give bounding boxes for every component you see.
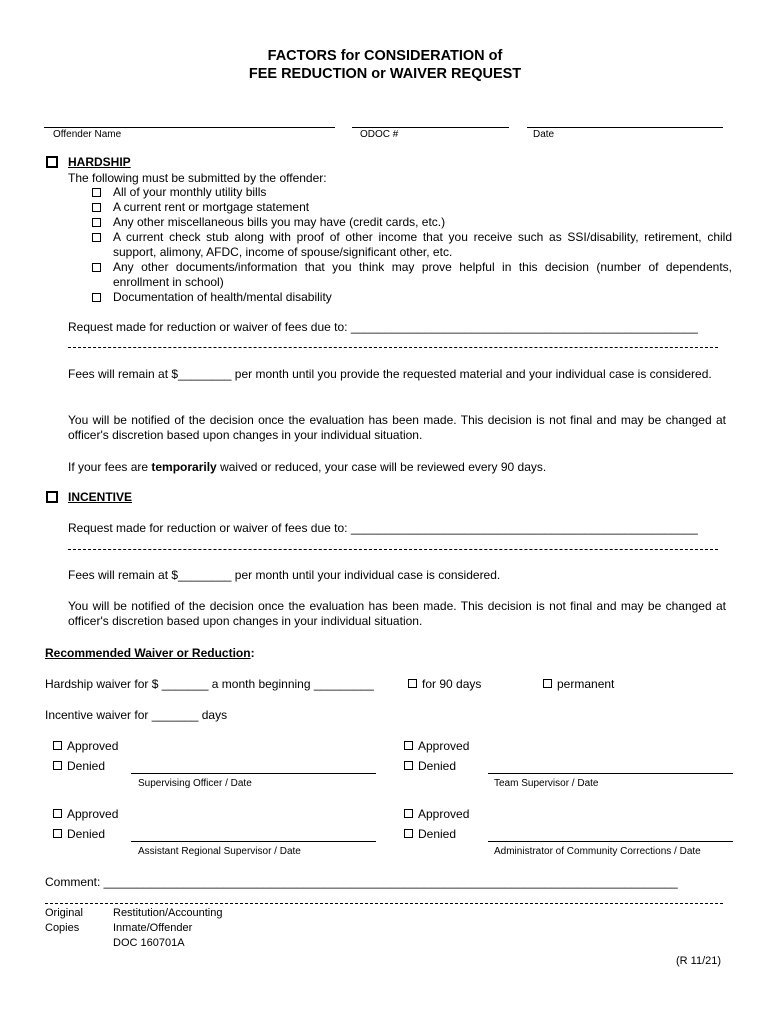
checkbox[interactable]	[53, 761, 62, 770]
administrator-signature-line[interactable]	[488, 841, 733, 842]
approved-option[interactable]: Approved	[53, 739, 118, 753]
incentive-request-line[interactable]: Request made for reduction or waiver of fees due to: ____________________________________________________	[68, 521, 698, 535]
copies-label: Copies	[45, 922, 80, 934]
revision-label: (R 11/21)	[676, 955, 722, 967]
checkbox[interactable]	[92, 293, 101, 302]
checkbox[interactable]	[92, 218, 101, 227]
for-90-days-option[interactable]: for 90 days	[408, 677, 481, 691]
checkbox[interactable]	[92, 233, 101, 242]
approved-option[interactable]: Approved	[404, 739, 469, 753]
odoc-line[interactable]	[352, 127, 509, 128]
hardship-waiver-line[interactable]: Hardship waiver for $ _______ a month beginning _________	[45, 677, 374, 691]
incentive-checkbox[interactable]	[46, 491, 58, 503]
denied-option[interactable]: Denied	[404, 827, 456, 841]
page-subtitle: FEE REDUCTION or WAIVER REQUEST	[248, 66, 522, 82]
incentive-waiver-line[interactable]: Incentive waiver for _______ days	[45, 708, 228, 722]
checkbox[interactable]	[404, 809, 413, 818]
offender-name-line[interactable]	[44, 127, 335, 128]
hardship-checkbox[interactable]	[46, 156, 58, 168]
page-title: FACTORS for CONSIDERATION of	[267, 48, 503, 64]
hardship-notified: You will be notified of the decision once the evaluation has been made. This decision is not final and may be changed at officer's discretion based upon changes in your individual situation.	[68, 413, 726, 442]
supervising-officer-signature-line[interactable]	[131, 773, 376, 774]
incentive-notified: You will be notified of the decision once the evaluation has been made. This decision is not final and may be changed at officer's discretion based upon changes in your individual situation.	[68, 599, 726, 628]
hardship-intro: The following must be submitted by the offender:	[68, 171, 327, 185]
denied-option[interactable]: Denied	[404, 759, 456, 773]
incentive-heading: INCENTIVE	[68, 490, 133, 504]
denied-option[interactable]: Denied	[53, 827, 105, 841]
team-supervisor-signature-line[interactable]	[488, 773, 733, 774]
odoc-label: ODOC #	[360, 129, 399, 140]
checkbox[interactable]	[53, 741, 62, 750]
administrator-label: Administrator of Community Corrections / Date	[494, 846, 701, 857]
item-text: Any other miscellaneous bills you may have (credit cards, etc.)	[113, 215, 446, 229]
original-value: Restitution/Accounting	[113, 907, 223, 919]
hardship-heading: HARDSHIP	[68, 155, 131, 169]
hardship-request-line-2[interactable]	[68, 347, 718, 348]
checkbox[interactable]	[92, 263, 101, 272]
comment-line-2[interactable]	[45, 903, 723, 904]
hardship-fees-remain: Fees will remain at $________ per month until you provide the requested material and your individual case is considered.	[68, 367, 712, 381]
item-text: Any other documents/information that you think may prove helpful in this decision (number of dependents, enrollment in school)	[113, 260, 732, 289]
comment-line[interactable]: Comment: ______________________________________________________________________________________	[45, 875, 678, 889]
item-text: A current check stub along with proof of other income that you receive such as SSI/disability, retirement, child support, alimony, AFDC, income of spouse/significant other, etc.	[113, 230, 732, 259]
item-text: All of your monthly utility bills	[113, 185, 267, 199]
checkbox[interactable]	[92, 203, 101, 212]
permanent-option[interactable]: permanent	[543, 677, 614, 691]
approved-option[interactable]: Approved	[53, 807, 118, 821]
doc-number: DOC 160701A	[113, 937, 185, 949]
checkbox[interactable]	[53, 809, 62, 818]
hardship-temporarily: If your fees are temporarily waived or reduced, your case will be reviewed every 90 days.	[68, 460, 547, 474]
assistant-regional-label: Assistant Regional Supervisor / Date	[138, 846, 301, 857]
denied-option[interactable]: Denied	[53, 759, 105, 773]
checkbox[interactable]	[543, 679, 552, 688]
checkbox[interactable]	[404, 741, 413, 750]
incentive-fees-remain: Fees will remain at $________ per month until your individual case is considered.	[68, 568, 501, 582]
date-label: Date	[533, 129, 555, 140]
recommended-heading: Recommended Waiver or Reduction:	[45, 646, 255, 660]
assistant-regional-signature-line[interactable]	[131, 841, 376, 842]
approved-option[interactable]: Approved	[404, 807, 469, 821]
original-label: Original	[45, 907, 83, 919]
date-line[interactable]	[527, 127, 723, 128]
checkbox[interactable]	[408, 679, 417, 688]
supervising-officer-label: Supervising Officer / Date	[138, 778, 252, 789]
hardship-request-line[interactable]: Request made for reduction or waiver of fees due to: ____________________________________________________	[68, 320, 698, 334]
checkbox[interactable]	[404, 761, 413, 770]
copies-value: Inmate/Offender	[113, 922, 193, 934]
item-text: Documentation of health/mental disability	[113, 290, 332, 304]
checkbox[interactable]	[53, 829, 62, 838]
item-text: A current rent or mortgage statement	[113, 200, 310, 214]
checkbox[interactable]	[92, 188, 101, 197]
team-supervisor-label: Team Supervisor / Date	[494, 778, 599, 789]
incentive-request-line-2[interactable]	[68, 549, 718, 550]
offender-name-label: Offender Name	[53, 129, 122, 140]
checkbox[interactable]	[404, 829, 413, 838]
